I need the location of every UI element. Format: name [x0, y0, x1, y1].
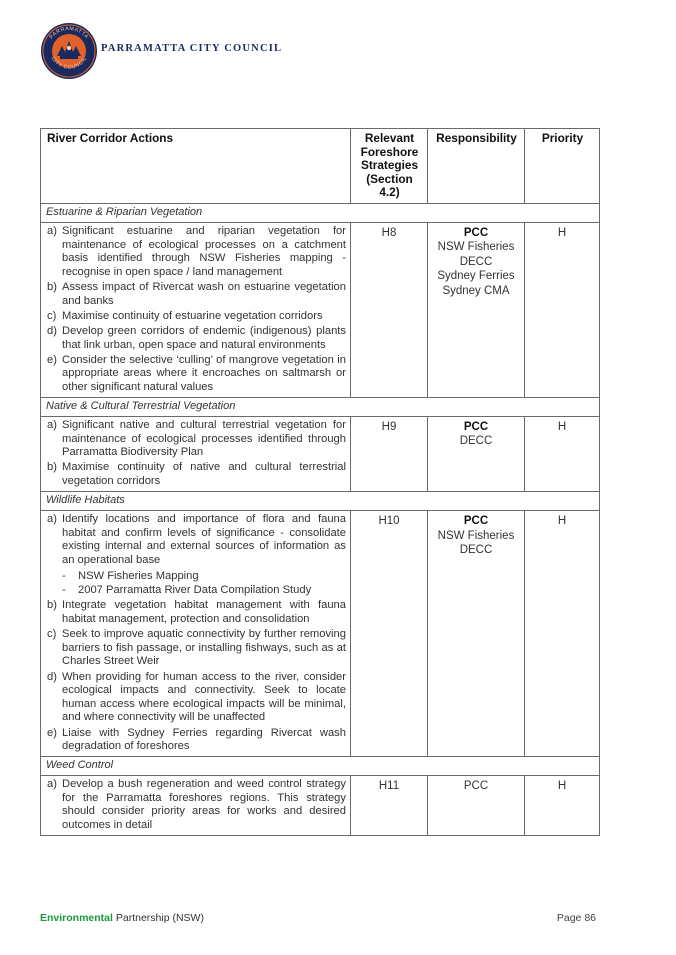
page-number: Page 86 — [556, 912, 596, 924]
sub-list — [62, 569, 346, 598]
section-title: Native & Cultural Terrestrial Vegetation — [41, 398, 600, 417]
strategy-cell: H9 — [351, 417, 428, 492]
section-row — [41, 757, 600, 776]
footer-org-rest: Partnership (NSW) — [112, 912, 204, 924]
table-row — [41, 417, 600, 492]
logo-ring-text-bottom: CITY COUNCIL — [49, 55, 89, 71]
logo-ring-text-top: PARRAMATTA — [48, 25, 90, 41]
action-list — [45, 419, 346, 489]
council-name: PARRAMATTA CITY COUNCIL — [101, 43, 283, 54]
list-item: c) Seek to improve aquatic connectivity by further removing barriers to fish passage, or installing fishways, such as at Charles Street Weir — [47, 628, 346, 668]
responsibility-cell: PCC DECC — [428, 417, 525, 492]
table-row — [41, 222, 600, 397]
strategy-cell: H10 — [351, 511, 428, 757]
council-crest-logo — [40, 22, 98, 80]
section-title: Estuarine & Riparian Vegetation — [41, 203, 600, 222]
list-item: c) Maximise continuity of estuarine vegetation corridors — [47, 309, 323, 322]
action-list — [45, 778, 346, 832]
list-item: b) Integrate vegetation habitat management with fauna habitat management, protection and consolidation — [47, 599, 346, 625]
list-item: d) When providing for human access to the river, consider ecological impacts and connectivity. Seek to locate human access where ecological impacts will be minimal, and where connectivity will be unaffected — [47, 670, 346, 724]
table-row — [41, 511, 600, 757]
list-item: a) Significant native and cultural terrestrial vegetation for maintenance of ecological processes identified through Parramatta Biodiversity Plan — [47, 419, 346, 459]
table-row — [41, 776, 600, 836]
sub-list-item: - 2007 Parramatta River Data Compilation Study — [62, 584, 312, 597]
responsibility-cell: PCC NSW Fisheries DECC Sydney Ferries Sydney CMA — [428, 222, 525, 397]
table-header-row — [41, 129, 600, 204]
list-item: d) Develop green corridors of endemic (indigenous) plants that link urban, open space and natural environments — [47, 324, 346, 351]
column-header-actions: River Corridor Actions — [41, 129, 351, 204]
sub-list-item: - NSW Fisheries Mapping — [62, 569, 199, 582]
priority-cell: H — [525, 417, 600, 492]
river-corridor-actions-table — [40, 128, 600, 836]
list-item: e) Consider the selective ‘culling’ of mangrove vegetation in appropriate areas where it encroaches on saltmarsh or other significant natural values — [47, 353, 346, 393]
strategy-cell: H8 — [351, 222, 428, 397]
section-title: Wildlife Habitats — [41, 492, 600, 511]
strategy-cell: H11 — [351, 776, 428, 836]
page-header — [40, 22, 283, 80]
actions-cell — [41, 417, 351, 492]
action-list — [45, 225, 346, 395]
responsibility-cell: PCC — [428, 776, 525, 836]
priority-cell: H — [525, 511, 600, 757]
priority-cell: H — [525, 222, 600, 397]
column-header-strategies: Relevant Foreshore Strategies (Section 4.2) — [351, 129, 428, 204]
section-row — [41, 492, 600, 511]
column-header-priority: Priority — [525, 129, 600, 204]
list-item: b) Maximise continuity of native and cultural terrestrial vegetation corridors — [47, 461, 346, 488]
footer-org-accent: Environmental — [40, 912, 113, 924]
actions-cell — [41, 222, 351, 397]
list-item: e) Liaise with Sydney Ferries regarding Rivercat wash degradation of foreshores — [47, 726, 346, 753]
section-row — [41, 398, 600, 417]
list-item: a) Identify locations and importance of flora and fauna habitat and confirm levels of significance - consolidate existing internal and external sources of information as an operational base - NSW Fisheries Mapping - 2007 Parramatta River Data Compilation Study — [47, 513, 346, 597]
list-item: a) Develop a bush regeneration and weed control strategy for the Parramatta foreshores regions. This strategy should consider priority areas for works and desired outcomes in detail — [47, 778, 346, 832]
section-title: Weed Control — [41, 757, 600, 776]
list-item: a) Significant estuarine and riparian vegetation for maintenance of ecological processes on a catchment basis identified through NSW Fisheries mapping - recognise in open space / land management — [47, 224, 346, 278]
column-header-responsibility: Responsibility — [428, 129, 525, 204]
list-item: b) Assess impact of Rivercat wash on estuarine vegetation and banks — [47, 280, 346, 307]
action-list — [45, 513, 346, 753]
actions-cell — [41, 511, 351, 757]
footer-organisation — [40, 912, 204, 924]
priority-cell: H — [525, 776, 600, 836]
actions-cell — [41, 776, 351, 836]
section-row — [41, 203, 600, 222]
responsibility-cell: PCC NSW Fisheries DECC — [428, 511, 525, 757]
